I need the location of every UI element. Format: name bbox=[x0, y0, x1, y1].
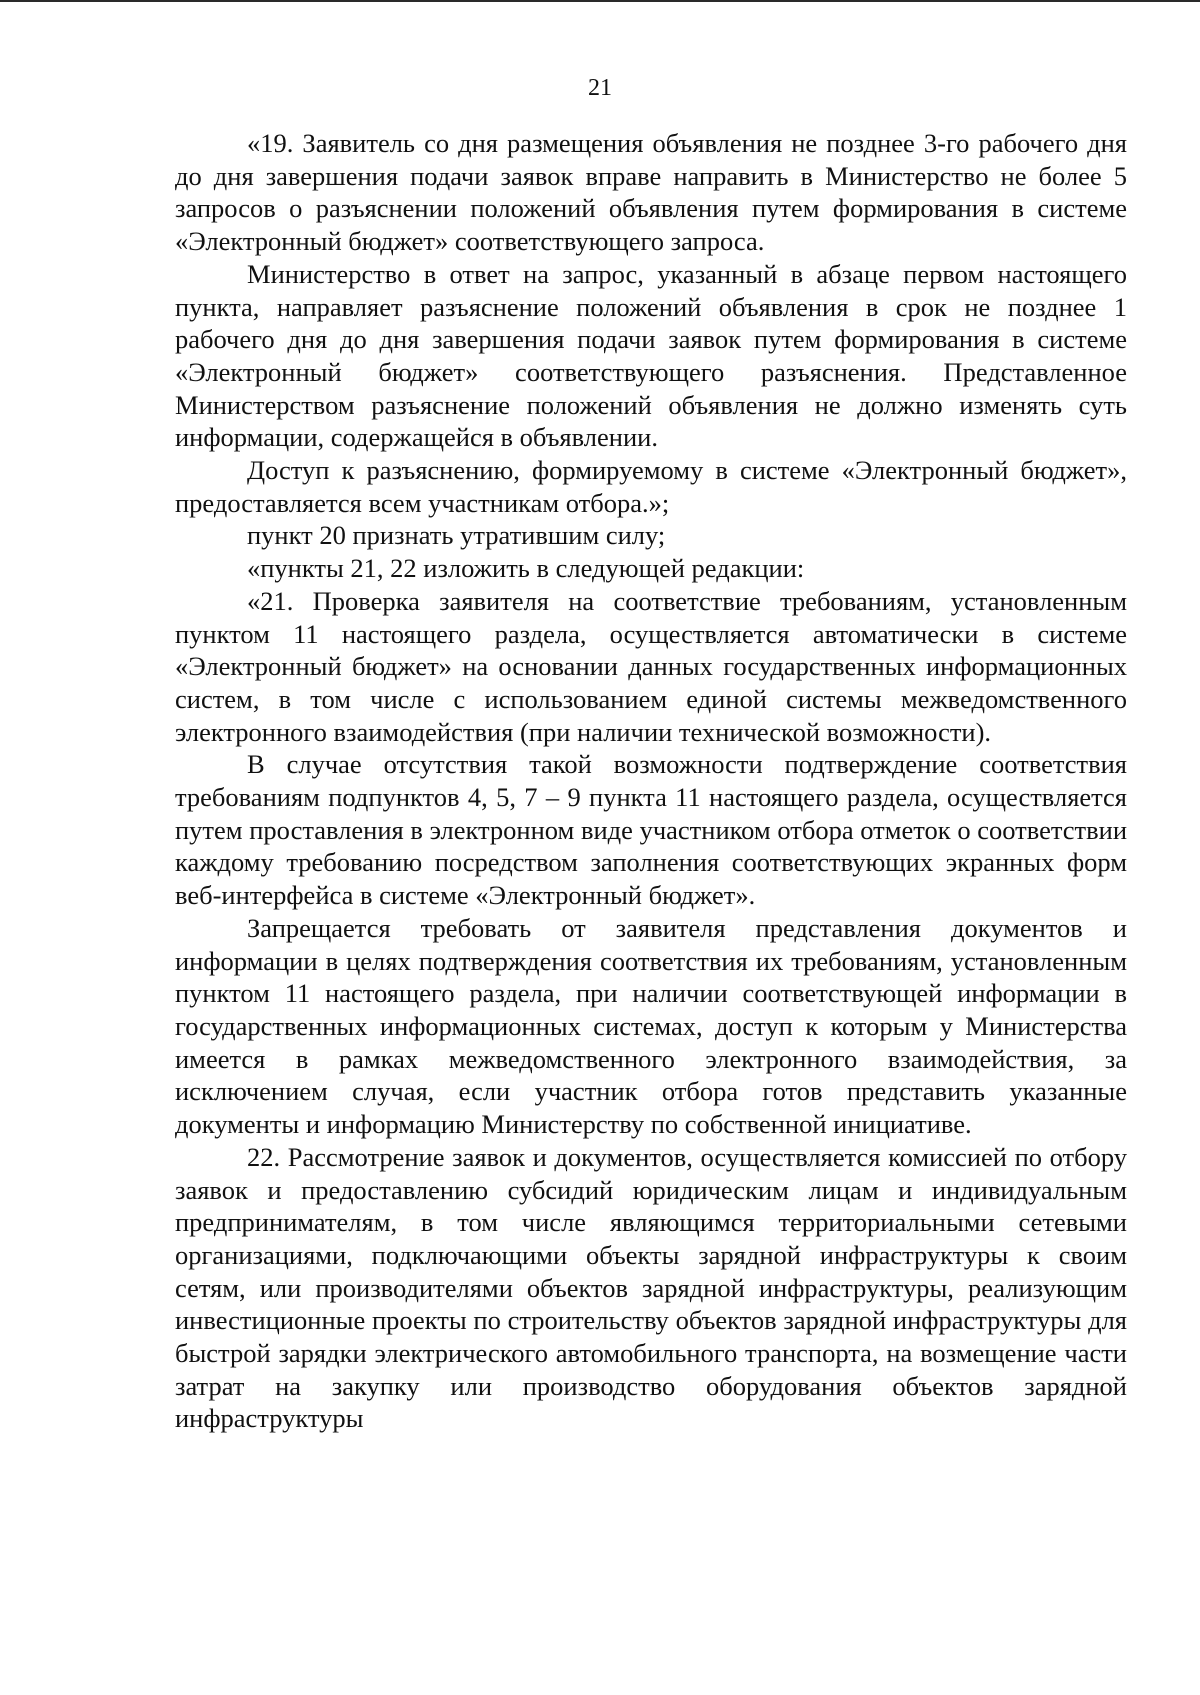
paragraph-19-requests: «19. Заявитель со дня размещения объявления не позднее 3-го рабочего дня до дня завершения подачи заявок вправе направить в Министерство не более 5 запросов о разъяснении положений объявления путем формирования в системе «Электронный бюджет» соответствующего запроса. bbox=[175, 128, 1127, 257]
paragraph-access-clarification: Доступ к разъяснению, формируемому в системе «Электронный бюджет», предоставляется всем участникам отбора.»; bbox=[175, 455, 1127, 518]
paragraph-22-review: 22. Рассмотрение заявок и документов, осуществляется комиссией по отбору заявок и предоставлению субсидий юридическим лицам и индивидуальным предпринимателям, в том числе являющимся территориальными сетевыми организациями, подключающими объекты зарядной инфраструктуры к своим сетям, или производителями объектов зарядной инфраструктуры, реализующим инвестиционные проекты по строительству объектов зарядной инфраструктуры для быстрой зарядки электрического автомобильного транспорта, на возмещение части затрат на закупку или производство оборудования объектов зарядной инфраструктуры bbox=[175, 1141, 1127, 1434]
paragraph-ministry-response: Министерство в ответ на запрос, указанный в абзаце первом настоящего пункта, направляет разъяснение положений объявления в срок не позднее 1 рабочего дня до дня завершения подачи заявок путем формирования в системе «Электронный бюджет» соответствующего разъяснения. Представленное Министерством разъяснение положений объявления не должно изменять суть информации, содержащейся в объявлении. bbox=[175, 258, 1127, 453]
page-top-edge bbox=[0, 0, 1200, 2]
paragraph-no-capability-case: В случае отсутствия такой возможности подтверждение соответствия требованиям подпунктов 4, 5, 7 – 9 пункта 11 настоящего раздела, осуществляется путем проставления в электронном виде участником отбора отметок о соответствии каждому требованию посредством заполнения соответствующих экранных форм веб-интерфейса в системе «Электронный бюджет». bbox=[175, 749, 1127, 911]
paragraph-items-21-22-intro: «пункты 21, 22 изложить в следующей редакции: bbox=[247, 553, 805, 584]
paragraph-prohibition: Запрещается требовать от заявителя представления документов и информации в целях подтверждения соответствия их требованиям, установленным пунктом 11 настоящего раздела, при наличии соответствующей информации в государственных информационных системах, доступ к которым у Министерства имеется в рамках межведомственного электронного взаимодействия, за исключением случая, если участник отбора готов представить указанные документы и информацию Министерству по собственной инициативе. bbox=[175, 912, 1127, 1140]
paragraph-21-verification: «21. Проверка заявителя на соответствие требованиям, установленным пунктом 11 настоящего раздела, осуществляется автоматически в системе «Электронный бюджет» на основании данных государственных информационных систем, в том числе с использованием единой системы межведомственного электронного взаимодействия (при наличии технической возможности). bbox=[175, 585, 1127, 747]
document-body bbox=[175, 127, 1127, 1435]
paragraph-item-20-void: пункт 20 признать утратившим силу; bbox=[247, 520, 666, 551]
page-number: 21 bbox=[588, 75, 612, 101]
